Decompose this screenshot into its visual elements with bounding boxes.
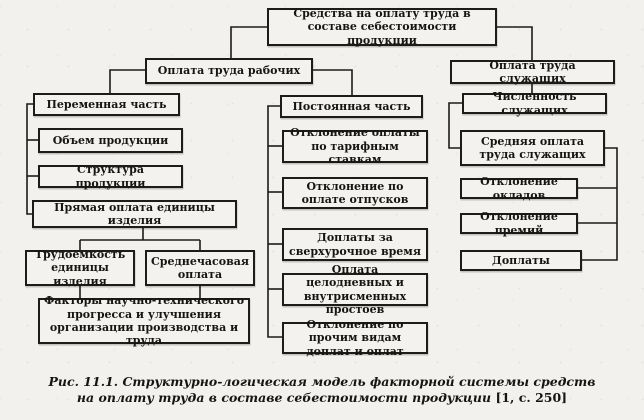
figure-caption-citation: [1, с. 250] <box>495 389 568 405</box>
node-output-volume: Объем продукции <box>38 128 183 153</box>
node-root: Средства на оплату труда в составе себестоимости продукции <box>267 8 497 46</box>
node-overtime-pay: Доплаты за сверхурочное время <box>282 228 428 261</box>
node-avg-hourly-pay: Среднечасовая оплата <box>145 250 255 286</box>
node-extra-payments: Доплаты <box>460 250 582 271</box>
figure-caption-line1: Рис. 11.1. Структурно-логическая модель факторной системы средств <box>48 374 596 389</box>
connector-left-spine <box>27 104 33 214</box>
node-constant-part: Постоянная часть <box>280 95 423 118</box>
node-sci-tech-factors: Факторы научно-технического прогресса и улучшения организации производства и труда <box>38 298 250 344</box>
node-product-structure: Структура продукции <box>38 165 183 188</box>
node-direct-pay-per-unit: Прямая оплата единицы изделия <box>32 200 237 228</box>
node-salary-deviation: Отклонение окладов <box>460 178 578 199</box>
node-other-deviations: Отклонение по прочим видам доплат и оплат <box>282 322 428 354</box>
node-vacation-deviation: Отклонение по оплате отпусков <box>282 177 428 209</box>
connector-root-to-workers <box>231 27 267 58</box>
figure-caption-line2: на оплату труда в составе себестоимости продукции [1, с. 250] <box>76 389 568 405</box>
connector-root-to-employees <box>497 27 532 60</box>
node-avg-employee-pay: Средняя оплата труда служащих <box>460 130 605 166</box>
node-employees-pay: Оплата труда служащих <box>450 60 615 84</box>
connector-workers-to-constant <box>313 70 352 95</box>
node-bonus-deviation: Отклонение премий <box>460 213 578 234</box>
node-employees-headcount: Численность служащих <box>462 93 607 114</box>
node-variable-part: Переменная часть <box>33 93 180 116</box>
node-labor-intensity: Трудоемкость единицы изделия <box>25 250 135 286</box>
node-tariff-deviation: Отклонение оплаты по тарифным ставкам <box>282 130 428 163</box>
connector-directpay-branch <box>80 228 200 250</box>
connector-workers-to-variable <box>110 70 145 93</box>
figure-caption <box>0 374 644 405</box>
node-downtime-pay: Оплата целодневных и внутрисменных простоев <box>282 273 428 306</box>
node-workers-pay: Оплата труда рабочих <box>145 58 313 84</box>
connector-middle-spine <box>268 106 282 337</box>
